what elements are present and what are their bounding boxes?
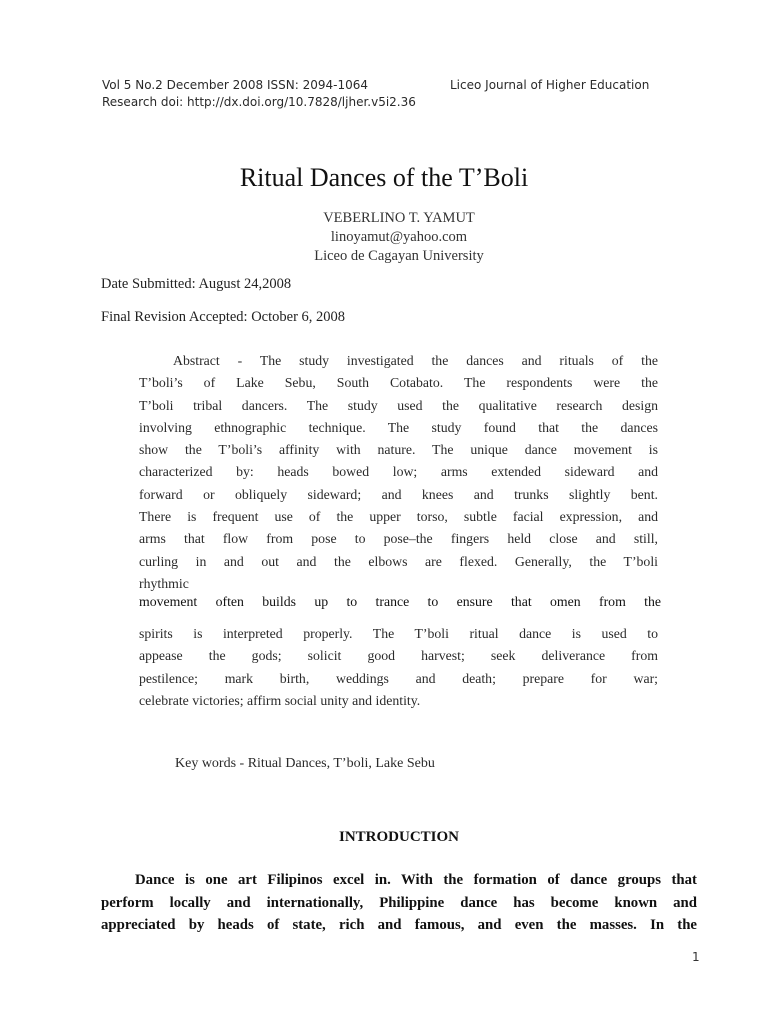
abstract-line: rhythmic xyxy=(139,575,189,591)
body-line: appreciated by heads of state, rich and famous, and even the masses. In the xyxy=(101,917,697,933)
running-header xyxy=(102,77,682,111)
author-affiliation: Liceo de Cagayan University xyxy=(314,248,484,264)
abstract-line: arms that flow from pose to pose–the fingers held close and still, xyxy=(139,531,658,547)
volume-issue-line: Vol 5 No.2 December 2008 ISSN: 2094-1064 xyxy=(102,78,368,92)
abstract-line: pestilence; mark birth, weddings and death; prepare for war; xyxy=(139,670,658,686)
paper-title: Ritual Dances of the T’Boli xyxy=(239,163,529,192)
author-name: VEBERLINO T. YAMUT xyxy=(323,210,475,226)
author-email: linoyamut@yahoo.com xyxy=(330,229,468,245)
research-doi: Research doi: http://dx.doi.org/10.7828/ljher.v5i2.36 xyxy=(102,95,416,109)
journal-name: Liceo Journal of Higher Education xyxy=(450,78,650,92)
abstract-line: celebrate victories; affirm social unity and identity. xyxy=(139,692,421,708)
abstract-line: T’boli tribal dancers. The study used the qualitative research design xyxy=(139,397,658,413)
abstract-line: T’boli’s of Lake Sebu, South Cotabato. The respondents were the xyxy=(139,375,658,391)
abstract-line: involving ethnographic technique. The study found that the dances xyxy=(139,419,658,435)
abstract xyxy=(139,350,658,595)
keywords: Key words - Ritual Dances, T’boli, Lake Sebu xyxy=(175,756,435,771)
body-line: Dance is one art Filipinos excel in. With the formation of dance groups that xyxy=(135,872,697,888)
abstract-line: show the T’boli’s affinity with nature. The unique dance movement is xyxy=(139,442,658,458)
final-revision-date: Final Revision Accepted: October 6, 2008 xyxy=(101,309,346,325)
abstract-line: forward or obliquely sideward; and knees and trunks slightly bent. xyxy=(139,486,658,502)
abstract-line: There is frequent use of the upper torso, subtle facial expression, and xyxy=(139,509,658,525)
introduction-body xyxy=(101,869,697,937)
abstract-line: spirits is interpreted properly. The T’boli ritual dance is used to xyxy=(139,626,658,641)
abstract-line: characterized by: heads bowed low; arms extended sideward and xyxy=(139,464,658,480)
abstract-line: appease the gods; solicit good harvest; seek deliverance from xyxy=(139,648,658,664)
header-row xyxy=(102,77,682,94)
body-line: perform locally and internationally, Philippine dance has become known and xyxy=(101,894,697,911)
section-heading-introduction: INTRODUCTION xyxy=(338,829,459,845)
abstract-continued xyxy=(139,623,658,712)
abstract-line-inserted: movement often builds up to trance to ensure that omen from the xyxy=(139,594,661,609)
page-number: 1 xyxy=(692,950,700,964)
abstract-line: Abstract - The study investigated the dances and rituals of the xyxy=(173,353,658,368)
abstract-line: curling in and out and the elbows are flexed. Generally, the T’boli xyxy=(139,553,658,569)
date-submitted: Date Submitted: August 24,2008 xyxy=(101,276,292,292)
author-block xyxy=(0,209,768,266)
